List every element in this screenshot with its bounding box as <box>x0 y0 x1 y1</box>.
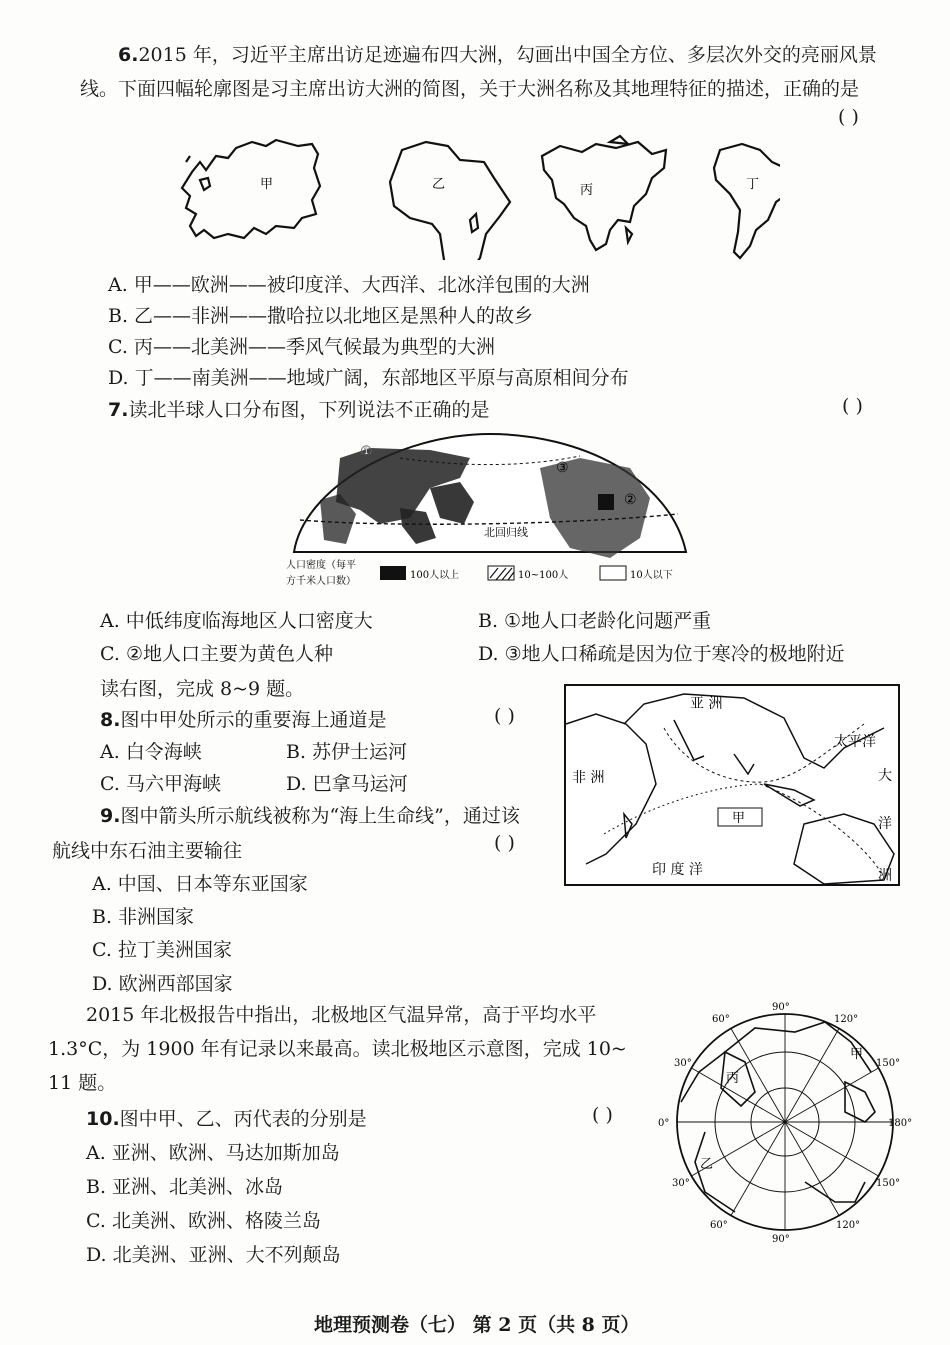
continent-yi-label: 乙 <box>432 177 446 192</box>
pacific-label-1: 太平洋 <box>834 734 876 750</box>
pacific-label-4: 洲 <box>878 868 892 884</box>
legend-sparse-label: 10人以下 <box>630 570 673 581</box>
q7-number: 7. <box>108 399 129 421</box>
legend-title-1: 人口密度（每平 <box>286 560 356 571</box>
legend-medium-label: 10~100人 <box>518 570 569 581</box>
label-jia: 甲 <box>850 1047 864 1062</box>
q6-option-c: C. 丙——北美洲——季风气候最为典型的大洲 <box>108 336 495 358</box>
q7-answer-paren: ( ) <box>842 395 863 417</box>
q8-answer-paren: ( ) <box>494 705 515 727</box>
q9-answer-paren: ( ) <box>494 832 515 854</box>
q9-stem-line1: 图中箭头所示航线被称为“海上生命线”，通过该 <box>120 805 520 827</box>
arctic-polar-map <box>654 1000 916 1244</box>
q9-option-a: A. 中国、日本等东亚国家 <box>92 873 308 895</box>
q6-answer-paren: ( ) <box>838 106 859 128</box>
q10-option-a: A. 亚洲、欧洲、马达加斯加岛 <box>86 1142 340 1164</box>
continent-jia-outline <box>182 140 320 238</box>
legend-swatch-dense <box>380 566 406 580</box>
continent-bing-label: 丙 <box>580 183 594 198</box>
q6-continent-maps <box>180 132 780 260</box>
legend-title-2: 方千米人口数） <box>286 576 356 587</box>
q9-number: 9. <box>100 805 121 827</box>
intro-10-11-line3: 11 题。 <box>48 1072 117 1094</box>
continent-ding-label: 丁 <box>746 177 760 192</box>
legend-swatch-sparse <box>600 566 626 580</box>
q7-population-map <box>280 428 700 590</box>
deg-60-bottom: 60° <box>710 1220 728 1231</box>
label-yi: 乙 <box>700 1157 714 1172</box>
continent-ding-outline <box>714 144 780 258</box>
pacific-label-2: 大 <box>878 768 892 784</box>
q8-number: 8. <box>100 709 121 731</box>
continent-jia-label: 甲 <box>260 177 274 192</box>
q8-stem: 图中甲处所示的重要海上通道是 <box>120 709 387 731</box>
q6-line1 <box>118 40 877 67</box>
deg-90-top: 90° <box>772 1002 790 1013</box>
asia-label: 亚 洲 <box>690 696 723 712</box>
page-footer: 地理预测卷（七） 第 2 页（共 8 页） <box>314 1314 640 1336</box>
q9-option-d: D. 欧洲西部国家 <box>92 973 233 995</box>
q7-option-b: B. ①地人口老龄化问题严重 <box>478 610 712 632</box>
tropic-label: 北回归线 <box>484 526 528 539</box>
label-bing: 丙 <box>726 1071 740 1086</box>
marker-2: ② <box>624 492 637 508</box>
africa-label: 非 洲 <box>572 770 605 786</box>
legend-dense-label: 100人以上 <box>410 570 460 581</box>
q9-stem-line2: 航线中东石油主要输往 <box>52 840 243 862</box>
intro-10-11-line1: 2015 年北极报告中指出，北极地区气温异常，高于平均水平 <box>86 1004 597 1026</box>
q8-option-a: A. 白令海峡 <box>100 741 202 763</box>
q8-option-d: D. 巴拿马运河 <box>286 773 408 795</box>
pacific-label-3: 洋 <box>878 816 892 832</box>
q10-line <box>86 1104 367 1131</box>
q7-option-d: D. ③地人口稀疏是因为位于寒冷的极地附近 <box>478 643 845 665</box>
q9-line1 <box>100 801 520 828</box>
deg-60-top: 60° <box>712 1014 730 1025</box>
q8-option-b: B. 苏伊士运河 <box>286 741 408 763</box>
q10-option-c: C. 北美洲、欧洲、格陵兰岛 <box>86 1210 321 1232</box>
continent-yi-outline <box>390 142 510 260</box>
dense-area-east-us <box>598 494 614 510</box>
coastlines <box>681 1022 875 1212</box>
q6-number: 6. <box>118 44 139 66</box>
intro-10-11-line2: 1.3°C，为 1900 年有记录以来最高。读北极地区示意图，完成 10~ <box>48 1038 627 1060</box>
q7-stem: 读北半球人口分布图，下列说法不正确的是 <box>128 399 490 421</box>
q10-answer-paren: ( ) <box>592 1104 613 1126</box>
q8-q9-shipping-map <box>564 684 900 886</box>
deg-0: 0° <box>658 1118 670 1129</box>
deg-120-top: 120° <box>834 1014 859 1025</box>
deg-90-bottom: 90° <box>772 1234 790 1244</box>
q7-option-c: C. ②地人口主要为黄色人种 <box>100 643 333 665</box>
marker-1: ① <box>360 444 373 460</box>
q6-option-a: A. 甲——欧洲——被印度洋、大西洋、北冰洋包围的大洲 <box>108 274 590 296</box>
deg-180: 180° <box>888 1118 913 1129</box>
q10-number: 10. <box>86 1108 120 1130</box>
q6-option-d: D. 丁——南美洲——地域广阔，东部地区平原与高原相间分布 <box>108 367 629 389</box>
marker-3: ③ <box>556 460 569 476</box>
deg-150-bottom: 150° <box>876 1178 901 1189</box>
q7-option-a: A. 中低纬度临海地区人口密度大 <box>100 610 373 632</box>
q8-line <box>100 705 386 732</box>
q8-option-c: C. 马六甲海峡 <box>100 773 221 795</box>
deg-30-top: 30° <box>674 1058 692 1069</box>
map-border <box>565 685 899 885</box>
deg-30-bottom: 30° <box>672 1178 690 1189</box>
q10-option-b: B. 亚洲、北美洲、冰岛 <box>86 1176 284 1198</box>
deg-120-bottom: 120° <box>836 1220 861 1231</box>
indian-ocean-label: 印 度 洋 <box>652 862 703 878</box>
q6-stem-line2: 线。下面四幅轮廓图是习主席出访大洲的简图，关于大洲名称及其地理特征的描述，正确的是 <box>80 78 860 100</box>
q10-option-d: D. 北美洲、亚洲、大不列颠岛 <box>86 1244 341 1266</box>
q6-stem-line1: 2015 年，习近平主席出访足迹遍布四大洲，勾画出中国全方位、多层次外交的亮丽风景 <box>138 44 877 66</box>
q6-option-b: B. 乙——非洲——撒哈拉以北地区是黑种人的故乡 <box>108 305 534 327</box>
q10-stem: 图中甲、乙、丙代表的分别是 <box>119 1108 367 1130</box>
jia-label: 甲 <box>732 811 746 826</box>
continent-bing-outline <box>542 136 666 250</box>
q9-option-b: B. 非洲国家 <box>92 906 195 928</box>
q7-line <box>108 395 489 422</box>
q9-option-c: C. 拉丁美洲国家 <box>92 939 232 961</box>
deg-150-top: 150° <box>876 1058 901 1069</box>
intro-8-9: 读右图，完成 8~9 题。 <box>100 678 305 700</box>
